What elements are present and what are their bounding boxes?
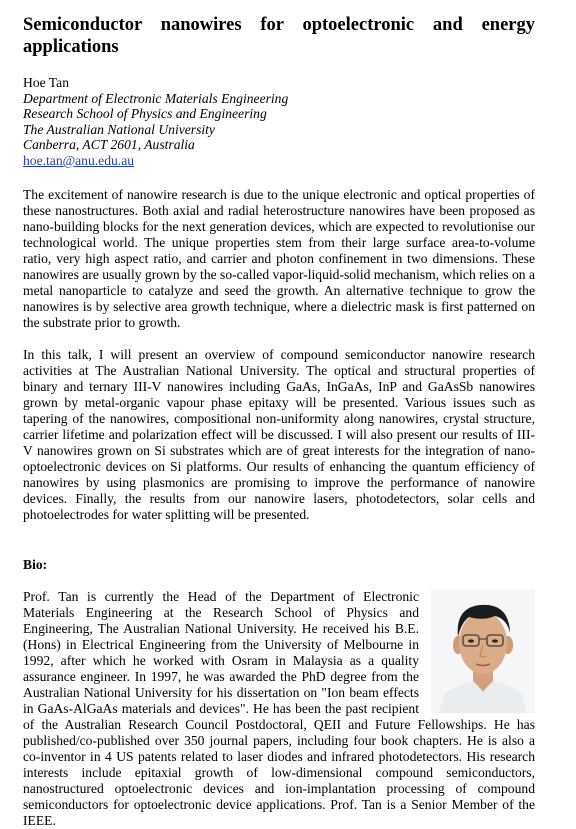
affiliation-department: Department of Electronic Materials Engineering	[23, 90, 289, 106]
spacer	[23, 523, 535, 557]
abstract-paragraph-2: In this talk, I will present an overview of compound semiconductor nanowire research activities at The Australian National University. The optical and structural properties of binary and ternary III-V nanowires including GaAs, InGaAs, InP and GaAsSb nanowires grown by metal-organic vapour phase epitaxy will be presented. Various issues such as tapering of the nanowires, compositional non-uniformity along nanowires, crystal structure, carrier lifetime and polarization effect will be discussed. I will also present our results of III-V nanowires grown on Si substrates which are of great interests for the integration of nano-optoelectronic devices on Si platforms. Our results of enhancing the quantum efficiency of nanowires by using plasmonics are promising to improve the performance of nanowire devices. Finally, the results from our nanowire lasers, photodetectors, solar cells and photoelectrodes for water splitting will be presented.	[23, 346, 535, 522]
bio-heading: Bio:	[23, 556, 48, 572]
author-email-link[interactable]: hoe.tan@anu.edu.au	[23, 152, 135, 168]
author-photo	[431, 589, 535, 713]
paper-title: Semiconductor nanowires for optoelectronic and energy applications	[23, 15, 535, 57]
affiliation-university: The Australian National University	[23, 121, 215, 137]
abstract-paragraph-1: The excitement of nanowire research is due to the unique electronic and optical properties of these nanostructures. Both axial and radial heterostructure nanowires have been proposed as nano-building blocks for the next generation devices, which are expected to revolutionise our technological world. The unique properties stem from their large surface area-to-volume ratio, very high aspect ratio, and carrier and photon confinement in two dimensions. These nanowires are usually grown by the so-called vapor-liquid-solid mechanism, which relies on a metal nanoparticle to catalyze and seed the growth. An alternative technique to grow the nanowires is by selective area growth technique, where a dielectric mask is first patterned on the substrate prior to growth.	[23, 186, 535, 330]
affiliation-school: Research School of Physics and Engineering	[23, 106, 267, 122]
spacer	[23, 331, 535, 347]
spacer	[23, 573, 535, 589]
spacer	[23, 169, 535, 187]
document-page	[23, 14, 535, 829]
author-name: Hoe Tan	[23, 75, 69, 90]
bio-paragraph: Prof. Tan is currently the Head of the Department of Electronic Materials Engineering at the Research School of Physics and Engineering, The Australian National University. He received his B.E. (Hons) in Electrical Engineering from the University of Melbourne in 1992, after which he worked with Osram in Malaysia as a quality assurance engineer. In 1997, he was awarded the PhD degree from the Australian National University for his dissertation on "Ion beam effects in GaAs-AlGaAs materials and devices". He has been the past recipient of the Australian Research Council Postdoctoral, QEII and Future Fellowships. He has published/co-published over 350 journal papers, including four book chapters. He is also a co-inventor in 4 US patents related to laser diodes and infrared photodetectors. His research interests include epitaxial growth of low-dimensional compound semiconductors, nanostructured optoelectronic devices and ion-implantation processing of compound semiconductors for optoelectronic device applications. Prof. Tan is a Senior Member of the IEEE.	[23, 588, 535, 828]
affiliation-address: Canberra, ACT 2601, Australia	[23, 137, 195, 153]
bio-section	[23, 589, 535, 829]
portrait-image	[431, 589, 535, 713]
